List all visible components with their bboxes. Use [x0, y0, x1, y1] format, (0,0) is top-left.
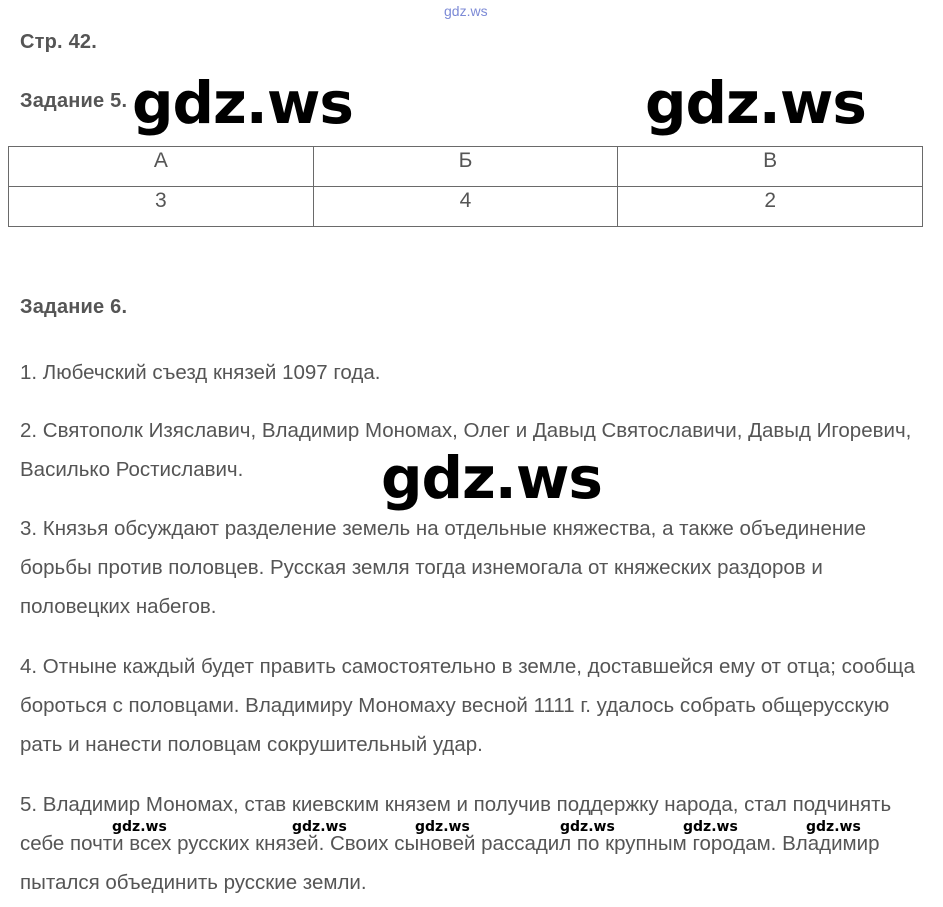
watermark-small-3: gdz.ws: [415, 819, 470, 835]
table-value-row: [9, 187, 923, 227]
watermark-top: gdz.ws: [444, 3, 488, 19]
task6-answer-2: 2. Святополк Изяславич, Владимир Мономах, Олег и Давыд Святославичи, Давыд Игоревич, Василько Ростиславич.: [20, 419, 912, 481]
watermark-small-5: gdz.ws: [683, 819, 738, 835]
table-header-row: [9, 147, 923, 187]
task5-answer-table: [8, 146, 923, 227]
table-header-cell-v: В: [618, 147, 923, 187]
watermark-small-4: gdz.ws: [560, 819, 615, 835]
watermark-small-1: gdz.ws: [112, 819, 167, 835]
page-number-heading: Стр. 42.: [20, 31, 97, 53]
table-header-cell-a: А: [9, 147, 314, 187]
task6-answer-4: 4. Отныне каждый будет править самостоятельно в земле, доставшейся ему от отца; сообща бороться с половцами. Владимиру Мономаху весной 1111 г. удалось собрать общерусскую рать и нанести половцам сокрушительный удар.: [20, 655, 915, 756]
watermark-large-right: gdz.ws: [645, 69, 866, 137]
task6-answer-5: 5. Владимир Мономах, став киевским князем и получив поддержку народа, стал подчинять себе почти всех русских князей. Своих сыновей рассадил по крупным городам. Владимир пытался объединить русские земли.: [20, 793, 892, 894]
task6-answer-3: 3. Князья обсуждают разделение земель на отдельные княжества, а также объединение борьбы против половцев. Русская земля тогда изнемогала от княжеских раздоров и половецких набегов.: [20, 517, 867, 618]
table-header-cell-b: Б: [313, 147, 618, 187]
watermark-large-center: gdz.ws: [381, 444, 602, 512]
watermark-small-6: gdz.ws: [806, 819, 861, 835]
task6-heading: Задание 6.: [20, 296, 128, 318]
table-value-cell-a: 3: [9, 187, 314, 227]
watermark-large-left: gdz.ws: [132, 69, 353, 137]
watermark-small-2: gdz.ws: [292, 819, 347, 835]
task6-answer-1: 1. Любечский съезд князей 1097 года.: [20, 361, 381, 384]
task5-heading: Задание 5.: [20, 90, 128, 112]
table-value-cell-v: 2: [618, 187, 923, 227]
table-value-cell-b: 4: [313, 187, 618, 227]
